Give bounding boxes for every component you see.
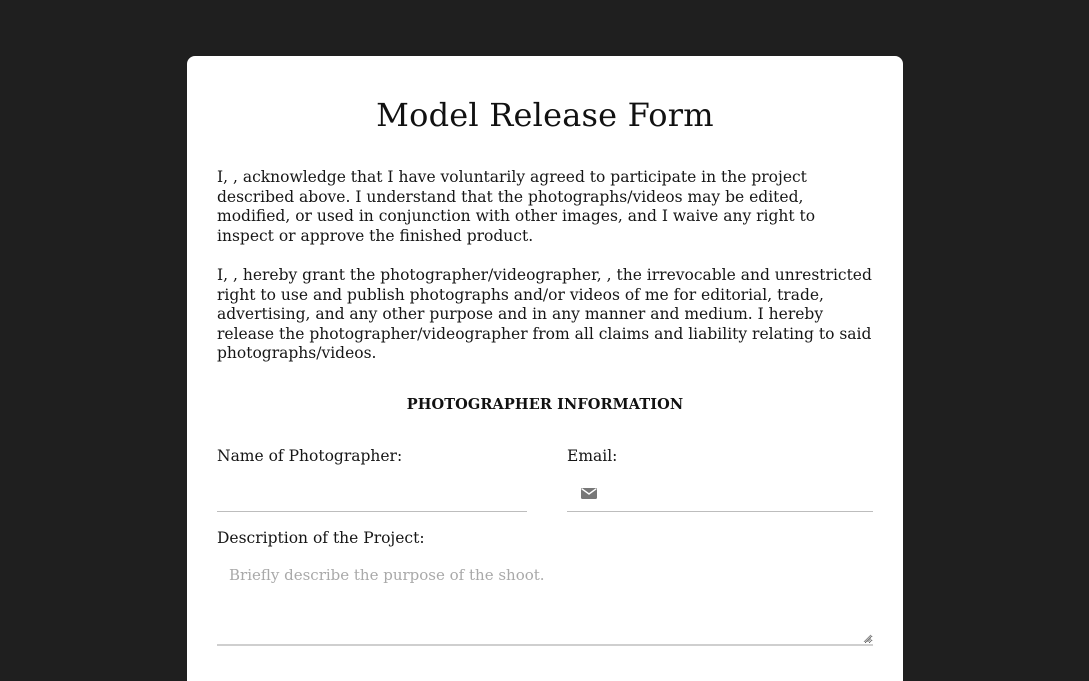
page-title: Model Release Form [376, 96, 714, 134]
grant-of-rights-paragraph: I, , hereby grant the photographer/videographer, , the irrevocable and unrestricted right to use and publish photographs and/or videos of me for editorial, trade, advertising, and any other purpose and in any manner and medium. I hereby release the photographer/videographer from all claims and liability relating to said photographs/videos. [217, 266, 872, 362]
email-label: Email: [567, 447, 618, 465]
envelope-icon [581, 488, 597, 499]
photographer-name-label: Name of Photographer: [217, 447, 403, 465]
resize-handle-icon[interactable] [863, 634, 871, 642]
photographer-section-heading: PHOTOGRAPHER INFORMATION [406, 396, 684, 413]
acknowledgement-paragraph: I, , acknowledge that I have voluntarily agreed to participate in the project described above. I understand that the photographs/videos may be edited, modified, or used in conjunction with other images, and I waive any right to inspect or approve the finished product. [217, 168, 816, 245]
release-form-card [187, 56, 903, 681]
project-description-label: Description of the Project: [217, 529, 425, 547]
project-description-textarea[interactable] [217, 556, 873, 646]
photographer-name-input[interactable] [217, 474, 527, 512]
email-input[interactable] [567, 474, 873, 512]
